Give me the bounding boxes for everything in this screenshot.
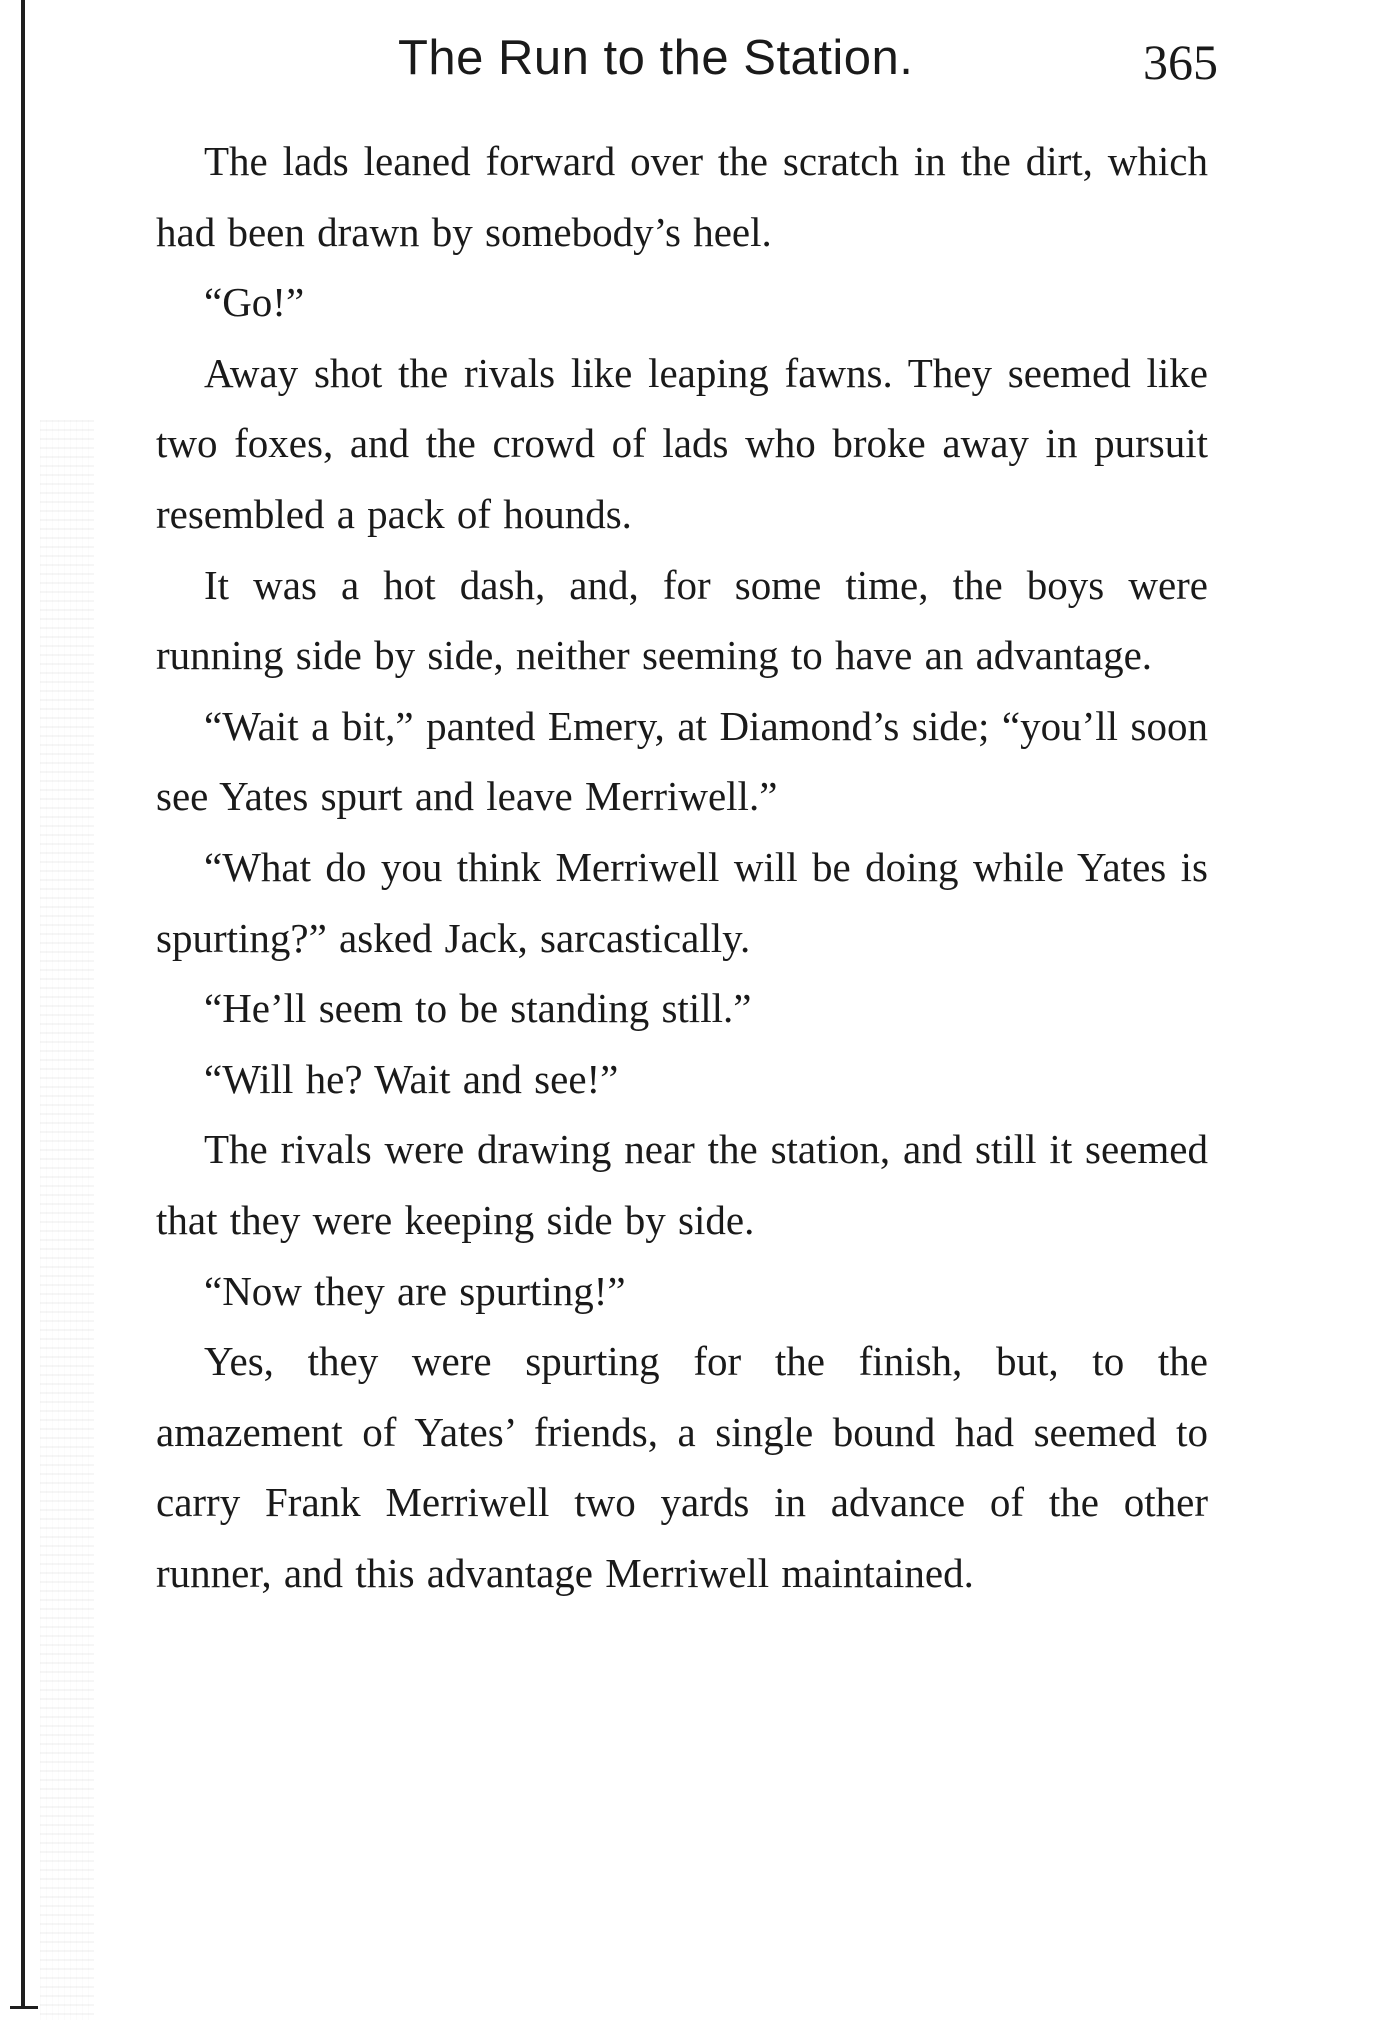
paragraph: The lads leaned forward over the scratch in the dirt, which had been drawn by somebody’s heel. bbox=[156, 138, 1208, 255]
running-title: The Run to the Station. bbox=[398, 31, 914, 85]
body-text bbox=[156, 126, 1208, 1608]
paragraph: “Go!” bbox=[204, 279, 305, 326]
paragraph: “What do you think Merriwell will be doing while Yates is spurting?” asked Jack, sarcastically. bbox=[156, 843, 1208, 961]
binding-edge-foot bbox=[10, 2006, 38, 2009]
paragraph: “Wait a bit,” panted Emery, at Diamond’s side; “you’ll soon see Yates spurt and leave Merriwell.” bbox=[156, 702, 1208, 820]
binding-edge-line bbox=[21, 0, 25, 2008]
paragraph: Yes, they were spurting for the finish, but, to the amazement of Yates’ friends, a single bound had seemed to carry Frank Merriwell two yards in advance of the other runner, and this advantage Merriwell maintained. bbox=[156, 1338, 1208, 1596]
paragraph: “Now they are spurting!” bbox=[204, 1267, 626, 1314]
paragraph: “Will he? Wait and see!” bbox=[204, 1055, 619, 1102]
page-header bbox=[398, 24, 1218, 100]
paragraph: “He’ll seem to be standing still.” bbox=[204, 985, 752, 1032]
page-number: 365 bbox=[1143, 34, 1218, 90]
paragraph: The rivals were drawing near the station, and still it seemed that they were keeping side by side. bbox=[156, 1126, 1208, 1243]
paragraph: It was a hot dash, and, for some time, the boys were running side by side, neither seeming to have an advantage. bbox=[156, 561, 1208, 679]
paragraph: Away shot the rivals like leaping fawns. They seemed like two foxes, and the crowd of lads who broke away in pursuit resembled a pack of hounds. bbox=[156, 349, 1208, 537]
gutter-scan-noise bbox=[40, 420, 94, 2020]
